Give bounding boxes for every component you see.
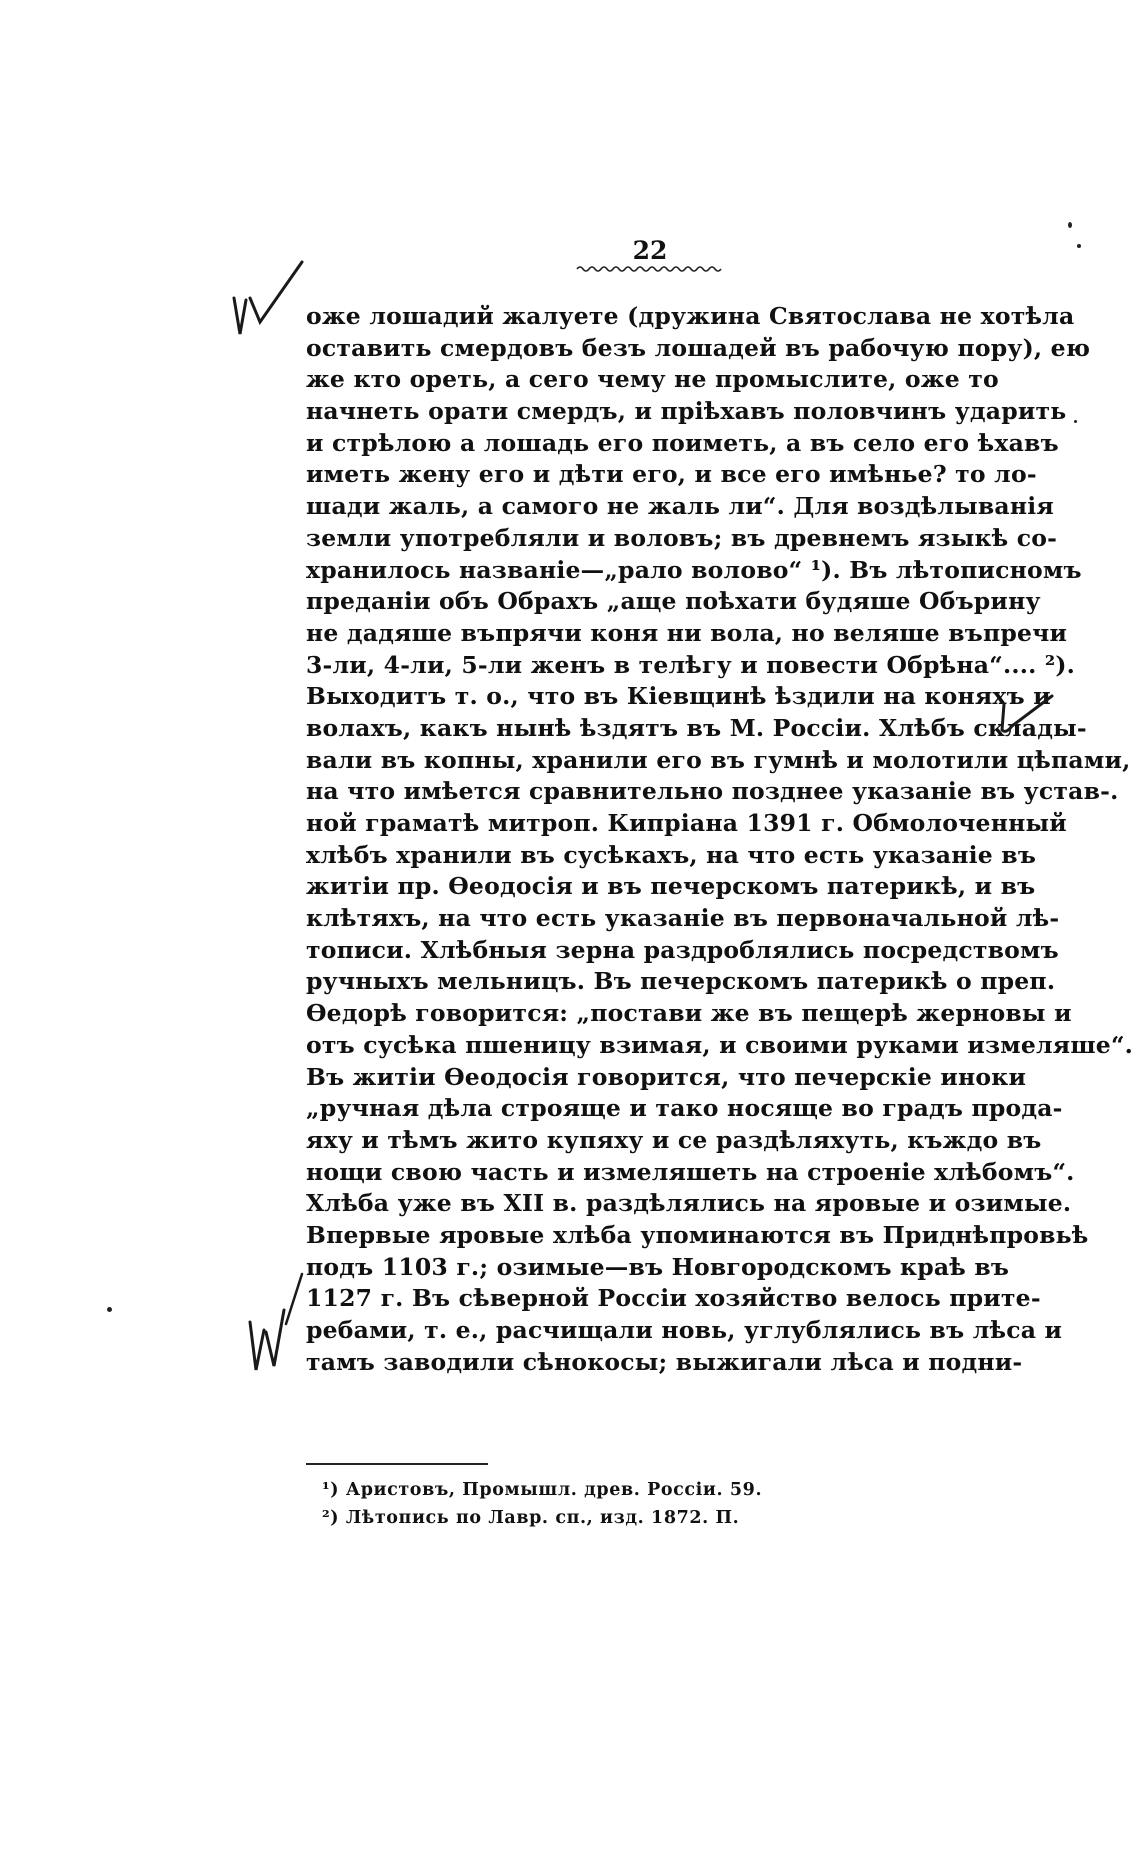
text-line: хлѣбъ хранили въ сусѣкахъ, на что есть указаніе въ bbox=[306, 840, 1037, 869]
text-line: яху и тѣмъ жито купяху и се раздѣляхуть, къждо въ bbox=[306, 1125, 1042, 1154]
text-line: волахъ, какъ нынѣ ѣздятъ въ М. Россіи. Хлѣбъ склады- bbox=[306, 713, 1087, 742]
page-number: 22 bbox=[632, 236, 668, 265]
text-line: ребами, т. е., расчищали новь, углублялись въ лѣса и bbox=[306, 1316, 1063, 1344]
text-line: Въ житіи Ѳеодосія говорится, что печерскіе иноки bbox=[306, 1062, 1027, 1091]
scan-speck bbox=[107, 1307, 112, 1312]
text-line: подъ 1103 г.; озимые—въ Новгородскомъ краѣ въ bbox=[306, 1252, 1010, 1281]
footnotes bbox=[322, 1476, 922, 1532]
text-line: же кто ореть, а сего чему не промыслите, оже то bbox=[306, 365, 999, 394]
text-line: клѣтяхъ, на что есть указаніе въ первоначальной лѣ- bbox=[306, 904, 1060, 933]
text-line: и стрѣлою а лошадь его поиметь, а въ село его ѣхавъ bbox=[306, 428, 1059, 457]
handwritten-checkmark-icon bbox=[228, 258, 308, 340]
text-line: не дадяше въпрячи коня ни вола, но веляше въпречи bbox=[306, 618, 1068, 647]
text-line: ручныхъ мельницъ. Въ печерскомъ патерикѣ о преп. bbox=[306, 967, 1056, 996]
text-line: преданіи объ Обрахъ „аще поѣхати будяше Обърину bbox=[306, 587, 1041, 616]
text-line: оставить смердовъ безъ лошадей въ рабочую пору), ею bbox=[306, 333, 1091, 362]
text-line: на что имѣется сравнительно позднее указаніе въ устав-. bbox=[306, 777, 1119, 806]
text-line: начнеть орати смердъ, и пріѣхавъ половчинъ ударить bbox=[306, 397, 1067, 426]
text-line: земли употребляли и воловъ; въ древнемъ языкѣ со- bbox=[306, 523, 1058, 552]
text-line: оже лошадий жалуете (дружина Святослава не хотѣла bbox=[306, 302, 1075, 330]
scan-speck bbox=[1077, 244, 1081, 248]
text-line: вали въ копны, хранили его въ гумнѣ и молотили цѣпами, bbox=[306, 745, 1131, 774]
page-number-wavy-rule bbox=[575, 264, 725, 274]
text-line: 1127 г. Въ сѣверной Россіи хозяйство велось прите- bbox=[306, 1284, 1041, 1313]
handwritten-checkmark-icon bbox=[998, 690, 1058, 740]
text-line: „ручная дѣла строяще и тако носяще во градъ прода- bbox=[306, 1094, 1063, 1123]
text-line: тописи. Хлѣбныя зерна раздроблялись посредствомъ bbox=[306, 935, 1059, 964]
body-text bbox=[306, 301, 1134, 1378]
text-line: Выходитъ т. о., что въ Кіевщинѣ ѣздили на коняхъ и bbox=[306, 682, 1051, 711]
text-line: хранилось названіе—„рало волово“ ¹). Въ лѣтописномъ bbox=[306, 555, 1082, 584]
text-line: Ѳедорѣ говорится: „постави же въ пещерѣ жерновы и bbox=[306, 999, 1072, 1028]
text-line: отъ сусѣка пшеницу взимая, и своими руками измеляше“. bbox=[306, 1030, 1134, 1059]
text-line: Хлѣба уже въ XII в. раздѣлялись на яровые и озимые. bbox=[306, 1189, 1072, 1218]
footnote-separator bbox=[306, 1463, 488, 1465]
handwritten-checkmark-icon bbox=[246, 1270, 306, 1380]
footnote-2: ²) Лѣтопись по Лавр. сп., изд. 1872. П. bbox=[322, 1508, 740, 1528]
footnote-1: ¹) Аристовъ, Промышл. древ. Россіи. 59. bbox=[322, 1480, 763, 1500]
text-line: шади жаль, а самого не жаль ли“. Для воздѣлыванія bbox=[306, 492, 1054, 521]
scan-speck bbox=[1068, 222, 1072, 228]
text-line: житіи пр. Ѳеодосія и въ печерскомъ патерикѣ, и въ bbox=[306, 872, 1036, 901]
text-line: нощи свою часть и измеляшеть на строеніе хлѣбомъ“. bbox=[306, 1157, 1075, 1186]
text-line: ной граматѣ митроп. Кипріана 1391 г. Обмолоченный bbox=[306, 809, 1067, 837]
scan-speck bbox=[1074, 420, 1077, 423]
text-line: иметь жену его и дѣти его, и все его имѣнье? то ло- bbox=[306, 460, 1037, 489]
text-line: Впервые яровые хлѣба упоминаются въ Приднѣпровьѣ bbox=[306, 1220, 1089, 1249]
text-line: тамъ заводили сѣнокосы; выжигали лѣса и подни- bbox=[306, 1347, 1023, 1376]
text-line: 3-ли, 4-ли, 5-ли женъ в телѣгу и повести Обрѣна“.... ²). bbox=[306, 650, 1076, 679]
